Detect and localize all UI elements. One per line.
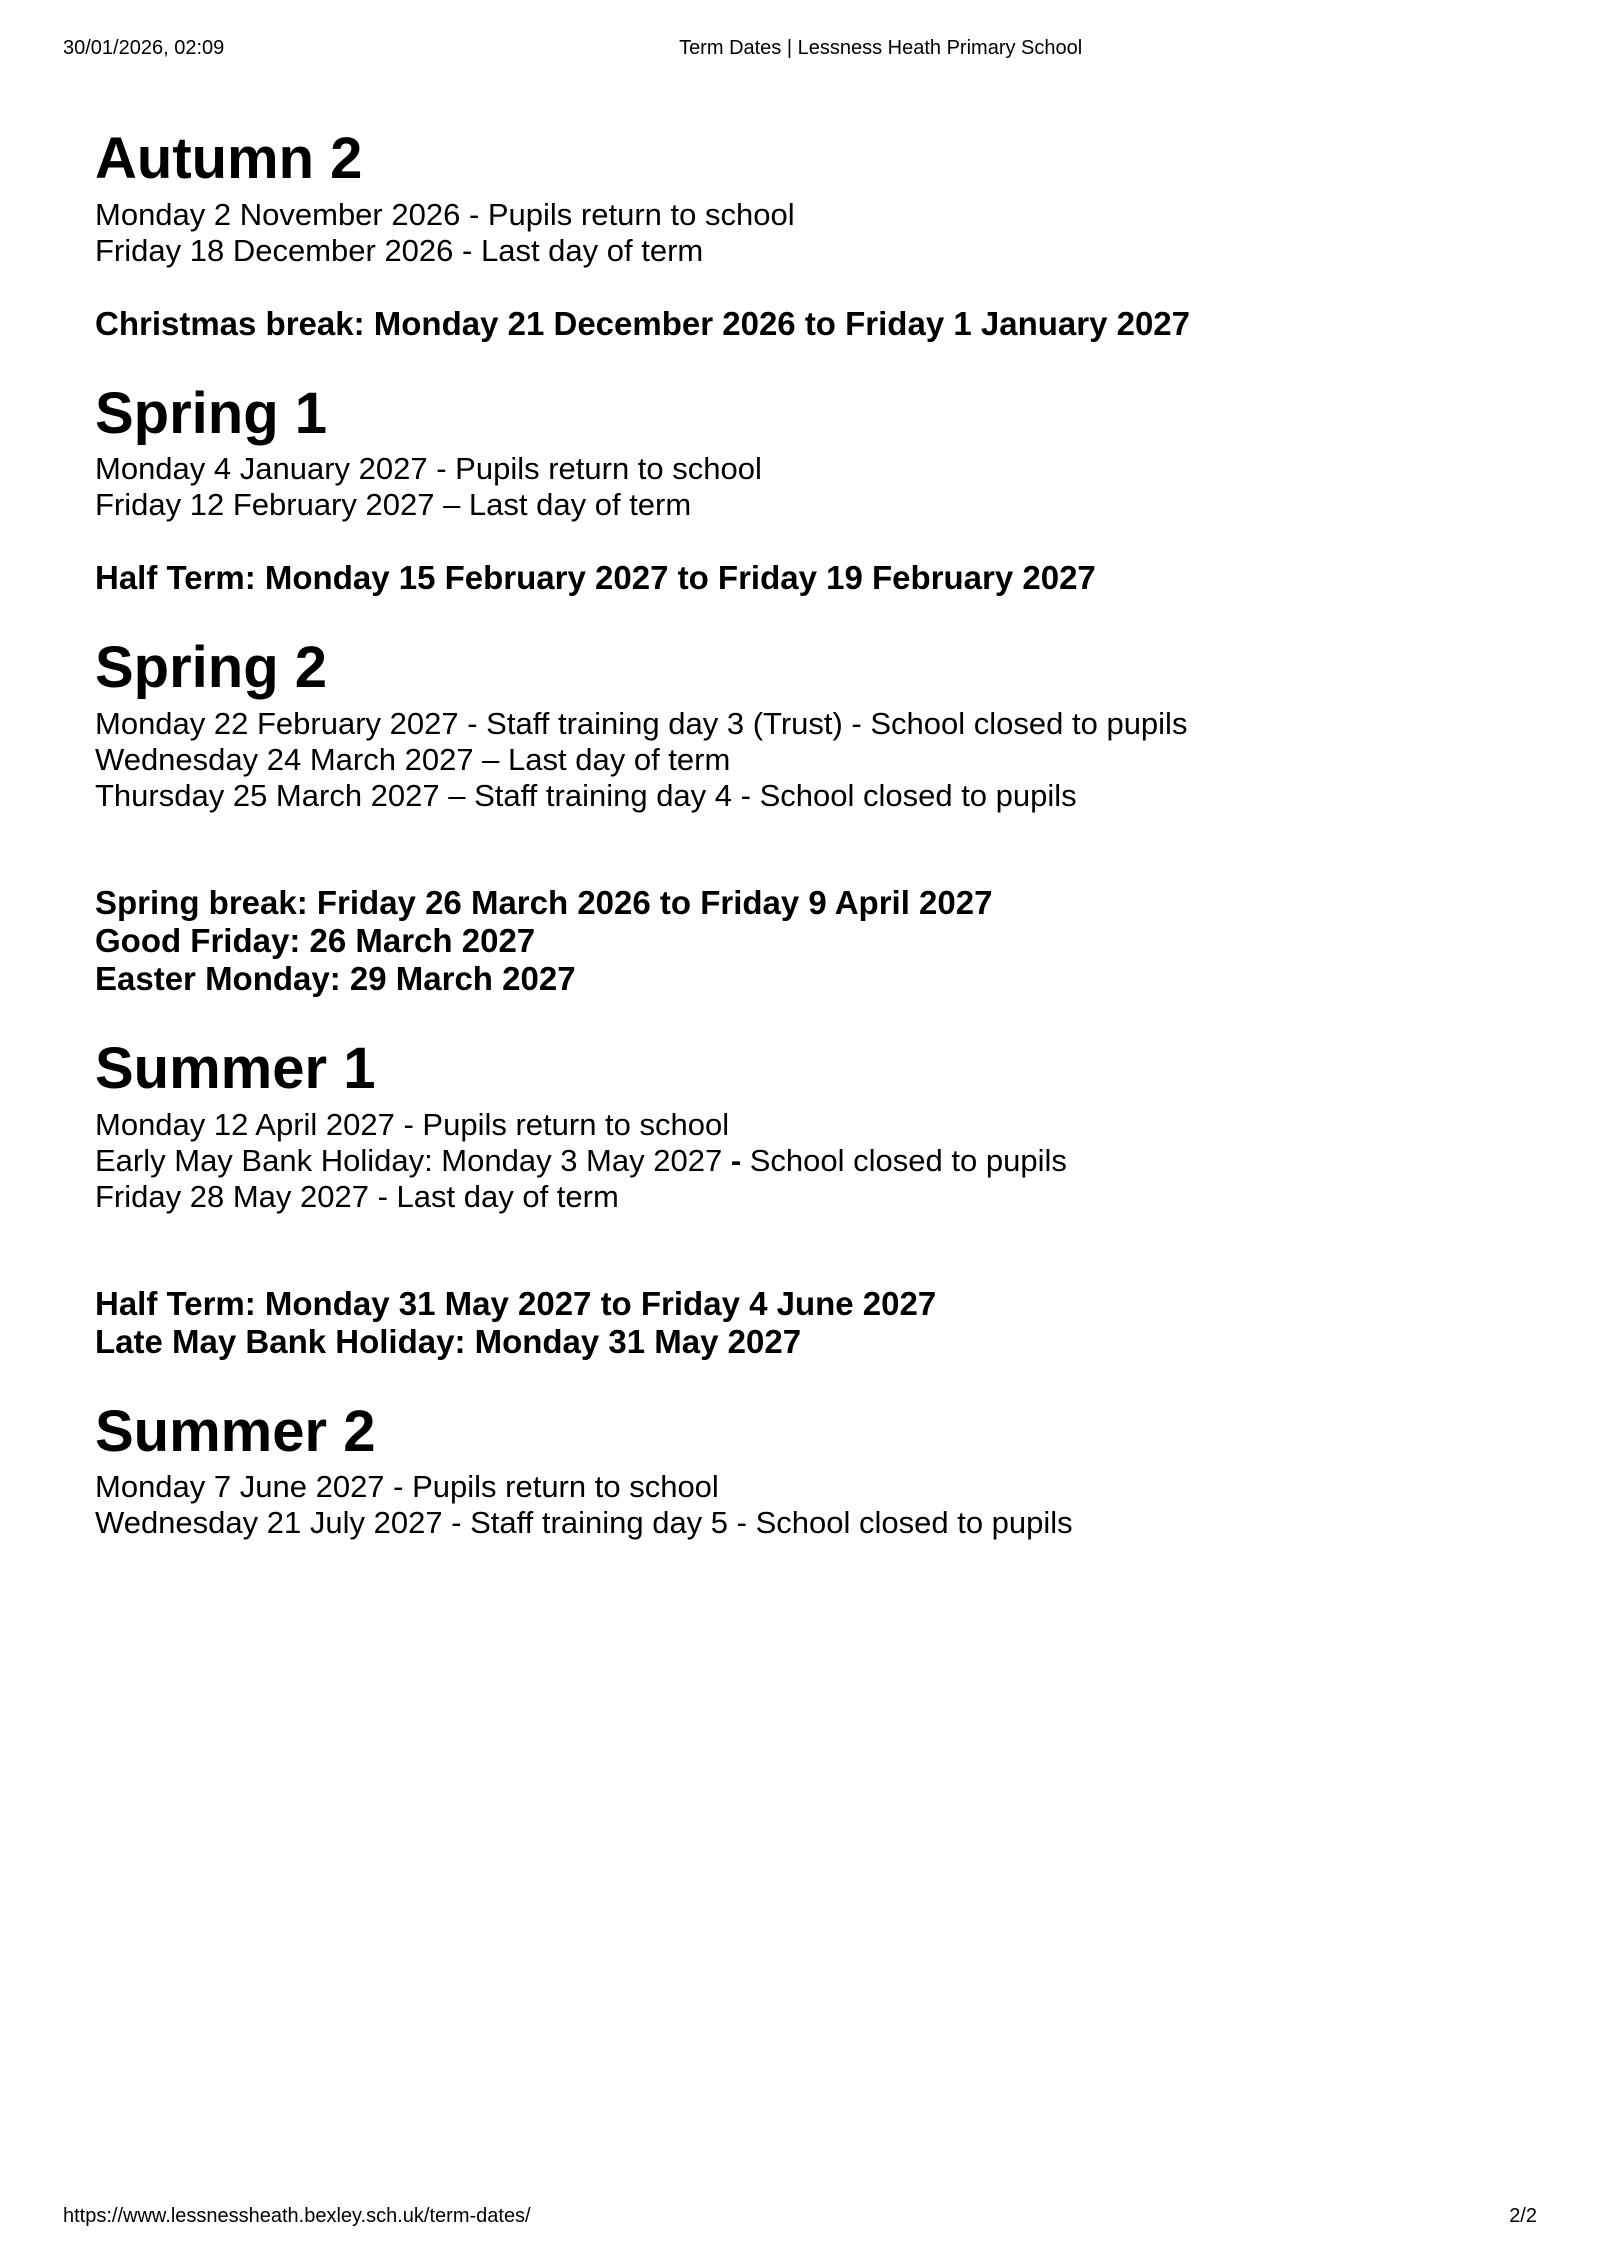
term-date-text: Early May Bank Holiday: Monday 3 May 2027 <box>95 1142 731 1178</box>
holiday-block <box>95 884 1505 998</box>
holiday-line: Half Term: Monday 15 February 2027 to Friday 19 February 2027 <box>95 559 1096 597</box>
term-section <box>95 1036 1505 1361</box>
holiday-line: Christmas break: Monday 21 December 2026 to Friday 1 January 2027 <box>95 304 1191 342</box>
term-date-line: Wednesday 21 July 2027 - Staff training day 5 - School closed to pupils <box>95 1505 1073 1541</box>
term-lines <box>95 706 1505 814</box>
holiday-block <box>95 559 1505 597</box>
term-date-line: Monday 4 January 2027 - Pupils return to school <box>95 451 762 487</box>
term-dates-content <box>95 126 1505 1541</box>
print-header <box>63 36 1537 60</box>
print-footer <box>63 2204 1537 2228</box>
term-lines <box>95 451 1505 523</box>
print-document-title: Term Dates | Lessness Heath Primary School <box>679 37 1083 59</box>
holiday-line: Spring break: Friday 26 March 2026 to Friday 9 April 2027 <box>95 884 993 922</box>
term-lines <box>95 197 1505 269</box>
term-section <box>95 381 1505 598</box>
holiday-block <box>95 1285 1505 1361</box>
term-date-line: Friday 18 December 2026 - Last day of term <box>95 232 704 268</box>
term-lines <box>95 1107 1505 1215</box>
holiday-line: Late May Bank Holiday: Monday 31 May 2027 <box>95 1322 802 1360</box>
section-heading: Autumn 2 <box>95 126 363 191</box>
term-date-line: Wednesday 24 March 2027 – Last day of term <box>95 742 731 778</box>
term-date-line: Friday 28 May 2027 - Last day of term <box>95 1178 619 1214</box>
holiday-line: Half Term: Monday 31 May 2027 to Friday 4 June 2027 <box>95 1284 937 1322</box>
holiday-line: Easter Monday: 29 March 2027 <box>95 960 576 998</box>
bold-separator: - <box>730 1142 742 1178</box>
term-date-text: School closed to pupils <box>741 1142 1067 1178</box>
holiday-block <box>95 305 1505 343</box>
term-lines <box>95 1469 1505 1541</box>
term-date-line <box>95 1143 1505 1179</box>
print-datetime: 30/01/2026, 02:09 <box>63 37 225 59</box>
source-url: https://www.lessnessheath.bexley.sch.uk/term-dates/ <box>63 2205 531 2227</box>
holiday-line: Good Friday: 26 March 2027 <box>95 922 536 960</box>
term-date-line: Monday 12 April 2027 - Pupils return to school <box>95 1106 730 1142</box>
page-number: 2/2 <box>1509 2205 1537 2227</box>
term-date-line: Monday 22 February 2027 - Staff training day 3 (Trust) - School closed to pupils <box>95 706 1188 742</box>
section-heading: Summer 1 <box>95 1036 376 1102</box>
term-date-line: Monday 7 June 2027 - Pupils return to school <box>95 1469 719 1505</box>
term-date-line: Thursday 25 March 2027 – Staff training day 4 - School closed to pupils <box>95 778 1077 814</box>
term-date-line: Monday 2 November 2026 - Pupils return to school <box>95 196 795 232</box>
section-heading: Spring 2 <box>95 635 328 701</box>
term-section <box>95 1399 1505 1542</box>
section-heading: Summer 2 <box>95 1398 376 1464</box>
term-section <box>95 635 1505 998</box>
term-section <box>95 126 1505 343</box>
term-date-line: Friday 12 February 2027 – Last day of term <box>95 487 692 523</box>
section-heading: Spring 1 <box>95 380 328 446</box>
